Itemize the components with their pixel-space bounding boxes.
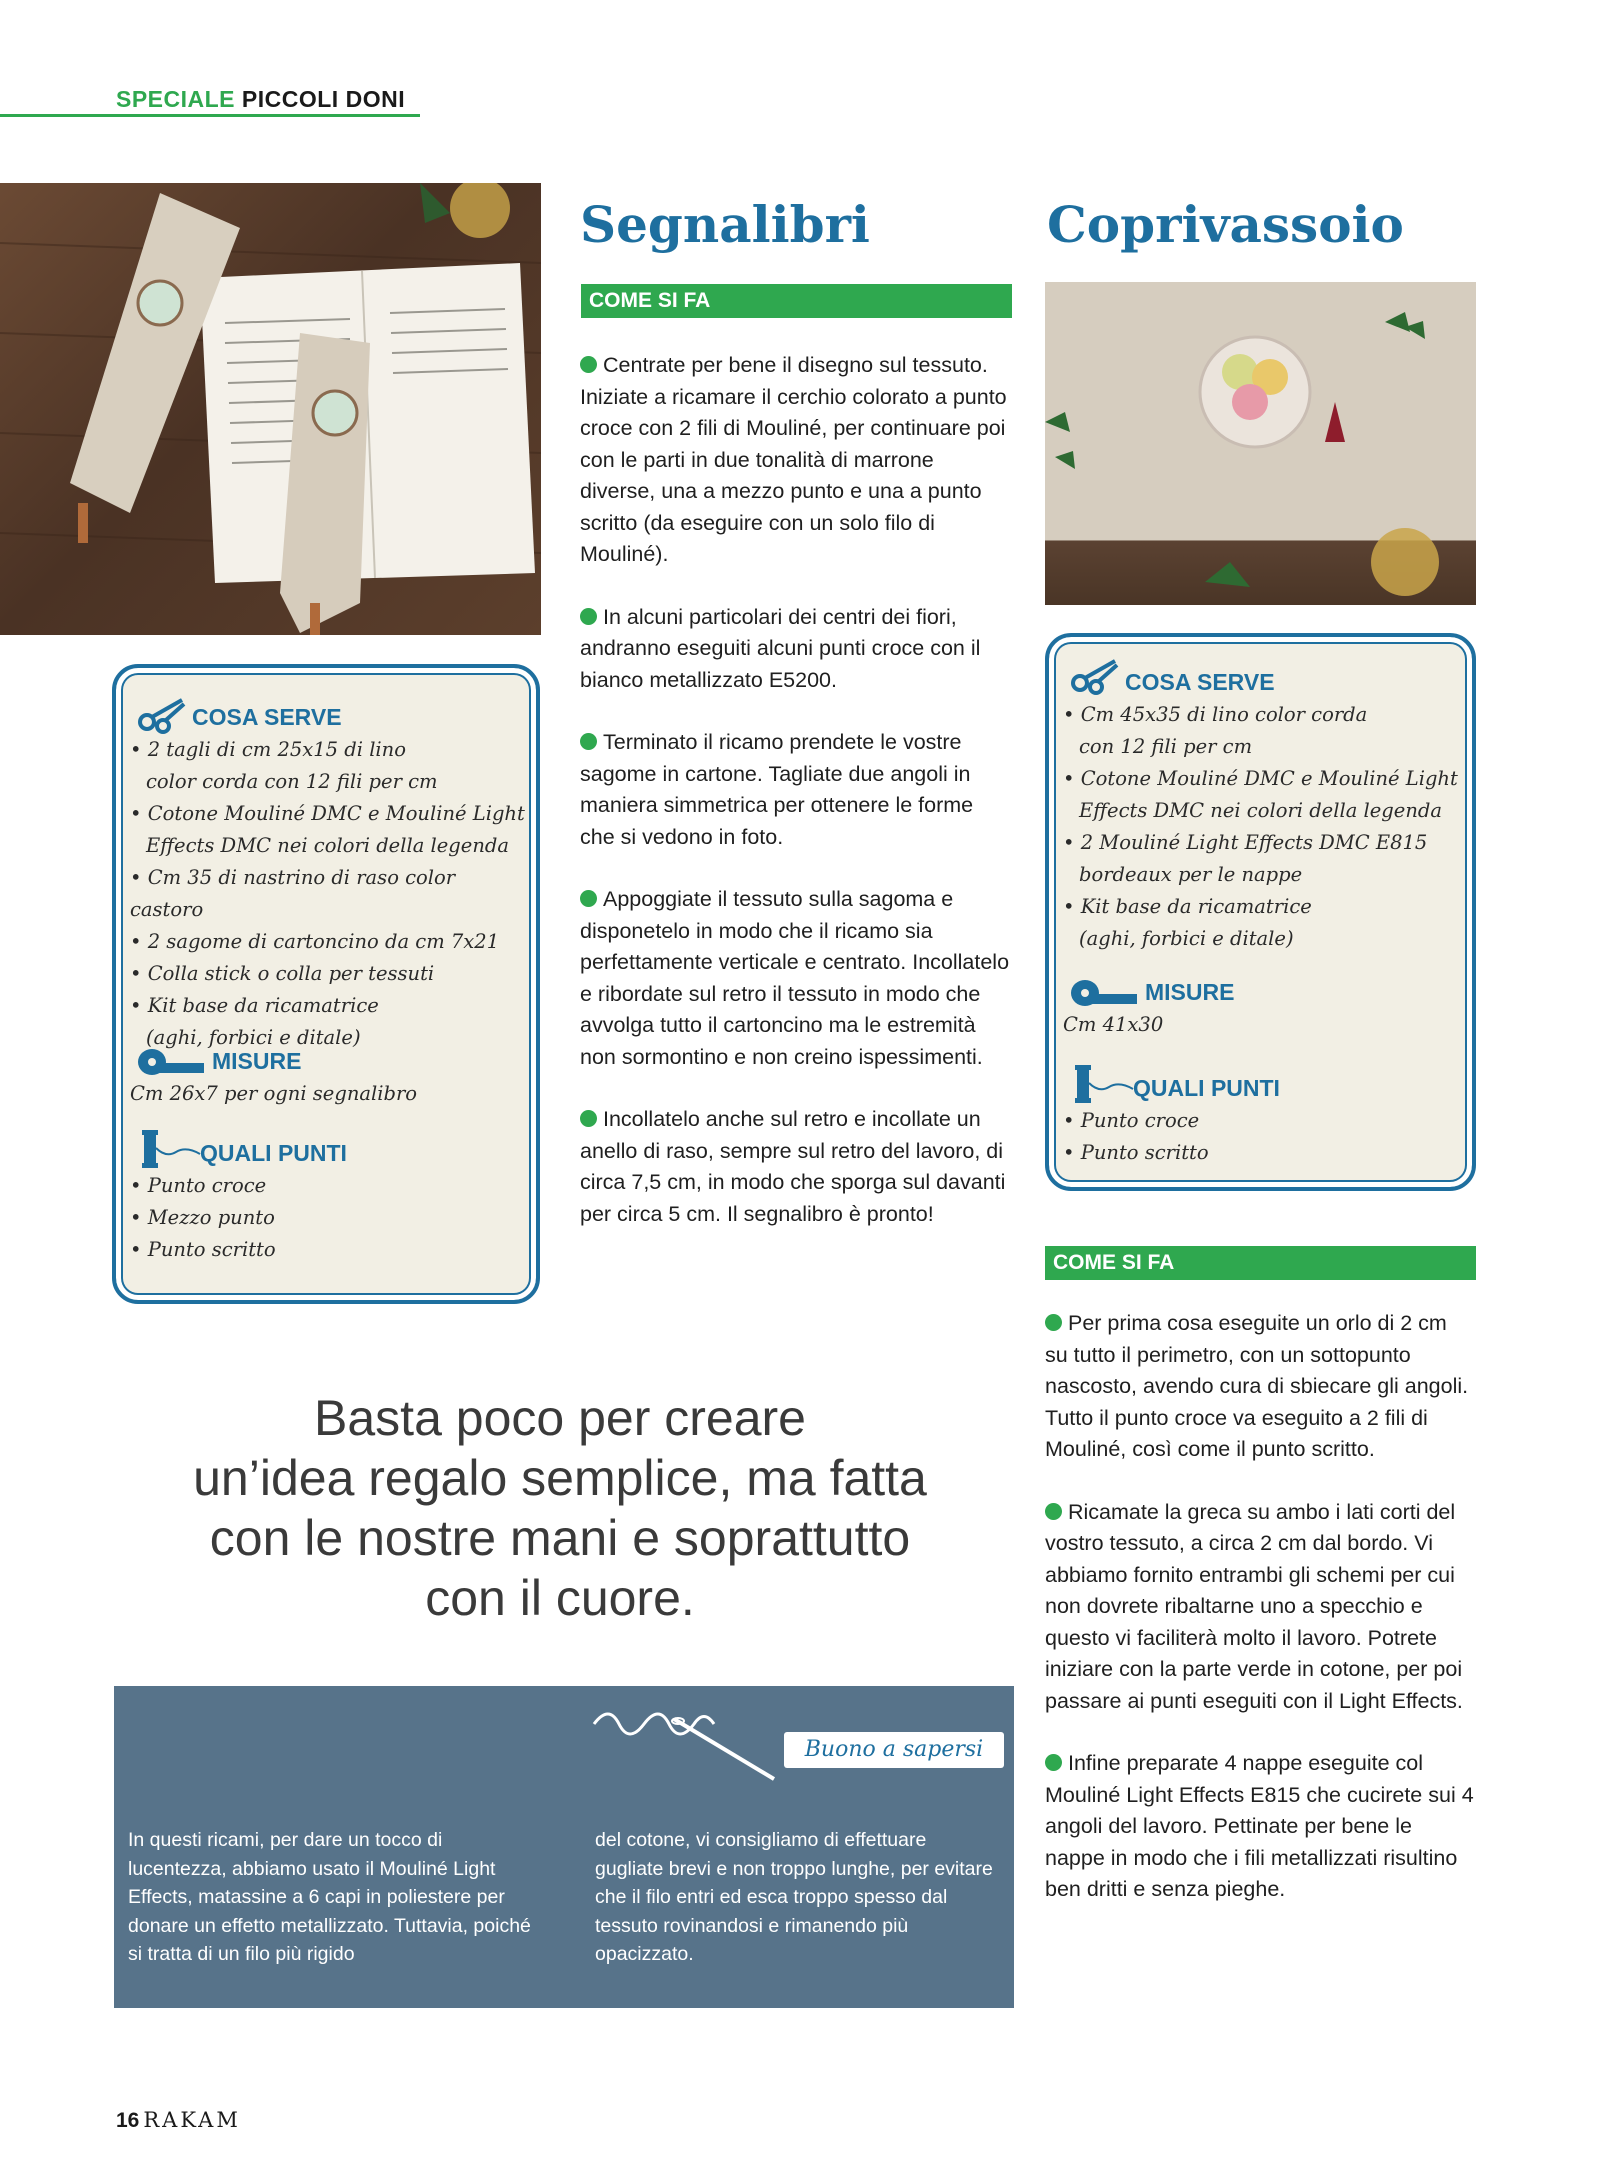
page-footer xyxy=(116,2108,241,2133)
bullet-dot-icon xyxy=(580,356,597,373)
step-paragraph: Ricamate la greca su ambo i lati corti del vostro tessuto, a circa 2 cm dal bordo. Vi abbiamo fornito entrambi gli schemi per cui non dovrete ribaltarne uno a specchio e questo vi faciliterà molto il lavoro. Potrete iniziare con la parte verde in cotone, per poi passare ai punti eseguiti con il Light Effects. xyxy=(1045,1499,1463,1713)
materials-list xyxy=(130,734,530,1054)
misure-value: Cm 26x7 per ogni segnalibro xyxy=(130,1082,418,1105)
list-item: • Cotone Mouliné DMC e Mouliné Light Effects DMC nei colori della legenda xyxy=(1063,767,1458,822)
thread-spool-icon xyxy=(138,1128,202,1172)
coprivassoio-howto-label: COME SI FA xyxy=(1045,1246,1476,1280)
section-header xyxy=(116,86,405,113)
step-paragraph: Appoggiate il tessuto sulla sagoma e disponetelo in modo che il ricamo sia perfettamente verticale e centrato. Incollatelo e ribordate sul retro il tessuto in modo che avvolga tutto il cartoncino ma le estremità non sormontino e non creino ispessimenti. xyxy=(580,887,1010,1069)
coprivassoio-title: Coprivassoio xyxy=(1047,195,1404,254)
list-item: • Punto croce xyxy=(130,1174,267,1197)
step-paragraph: Centrate per bene il disegno sul tessuto. Iniziate a ricamare il cerchio colorato a punto croce con 2 fili di Mouliné, per continuare poi con le parti in due tonalità di marrone diverse, una a mezzo punto e una a punto scritto (da eseguire con un solo filo di Mouliné). xyxy=(580,353,1007,566)
list-item: • Punto scritto xyxy=(130,1238,276,1261)
step-paragraph: Per prima cosa eseguite un orlo di 2 cm su tutto il perimetro, con un sottopunto nascosto, avendo cura di sbiecare gli angoli. Tutto il punto croce va eseguito a 2 fili di Mouliné, così come il punto scritto. xyxy=(1045,1311,1469,1461)
list-item: • Colla stick o colla per tessuti xyxy=(130,962,435,985)
coprivassoio-materials-box xyxy=(1045,633,1476,1191)
list-item: • Punto croce xyxy=(1063,1109,1200,1132)
list-item: • Punto scritto xyxy=(1063,1141,1209,1164)
tray-cover-photo xyxy=(1045,282,1476,605)
tip-box xyxy=(114,1686,1014,2008)
bullet-dot-icon xyxy=(580,733,597,750)
tip-text-col1: In questi ricami, per dare un tocco di lucentezza, abbiamo usato il Mouliné Light Effects, matassine a 6 capi in poliestere per donare un effetto metallizzato. Tuttavia, poiché si tratta di un filo più rigido xyxy=(128,1829,531,1965)
list-item: • Cotone Mouliné DMC e Mouliné Light Effects DMC nei colori della legenda xyxy=(130,802,525,857)
misure-heading: MISURE xyxy=(212,1048,302,1074)
tip-badge: Buono a sapersi xyxy=(784,1732,1004,1768)
step-paragraph: Incollatelo anche sul retro e incollate un anello di raso, sempre sul retro del lavoro, di circa 7,5 cm, in modo che sporga sul davanti per circa 5 cm. Il segnalibro è pronto! xyxy=(580,1107,1006,1226)
header-rule xyxy=(0,114,420,117)
list-item: • Cm 45x35 di lino color corda con 12 fili per cm xyxy=(1063,703,1368,758)
bullet-dot-icon xyxy=(1045,1754,1062,1771)
list-item: • Cm 35 di nastrino di raso color castoro xyxy=(130,866,456,921)
materials-list xyxy=(1063,699,1468,955)
misure-heading: MISURE xyxy=(1145,979,1235,1005)
tape-measure-icon xyxy=(136,1046,206,1078)
scissors-icon xyxy=(1071,659,1119,695)
list-item: • 2 tagli di cm 25x15 di lino color corda con 12 fili per cm xyxy=(130,738,438,793)
quali-punti-heading: QUALI PUNTI xyxy=(200,1140,347,1166)
section-title: PICCOLI DONI xyxy=(241,86,406,112)
bookmarks-photo xyxy=(0,183,541,635)
step-paragraph: Infine preparate 4 nappe eseguite col Mouliné Light Effects E815 che cucirete sui 4 angoli del lavoro. Pettinate per bene le nappe in modo che i fili metallizzati risultino ben dritti e senza pieghe. xyxy=(1045,1751,1474,1901)
magazine-brand: RAKAM xyxy=(143,2108,241,2132)
step-paragraph: Terminato il ricamo prendete le vostre sagome in cartone. Tagliate due angoli in maniera simmetrica per ottenere le forme che si vedono in foto. xyxy=(580,730,974,849)
stitches-list xyxy=(130,1170,530,1266)
pull-quote: Basta poco per creare un’idea regalo semplice, ma fatta con le nostre mani e soprattutto con il cuore. xyxy=(193,1390,927,1626)
section-kicker: SPECIALE xyxy=(116,86,236,112)
segnalibri-materials-box xyxy=(112,664,540,1304)
bullet-dot-icon xyxy=(580,608,597,625)
needle-thread-icon xyxy=(584,1694,784,1784)
list-item: • 2 Mouliné Light Effects DMC E815 bordeaux per le nappe xyxy=(1063,831,1428,886)
segnalibri-howto-label: COME SI FA xyxy=(581,284,1012,318)
bullet-dot-icon xyxy=(1045,1314,1062,1331)
step-paragraph: In alcuni particolari dei centri dei fiori, andranno eseguiti alcuni punti croce con il bianco metallizzato E5200. xyxy=(580,604,981,692)
stitches-list xyxy=(1063,1105,1463,1169)
list-item: • Kit base da ricamatrice (aghi, forbici e ditale) xyxy=(130,994,379,1049)
tip-text-col2: del cotone, vi consigliamo di effettuare gugliate brevi e non troppo lunghe, per evitare che il filo entri ed esca troppo spesso dal tessuto rovinandosi e rimanendo più opacizzato. xyxy=(595,1829,993,1965)
thread-spool-icon xyxy=(1071,1063,1135,1107)
list-item: • Kit base da ricamatrice (aghi, forbici e ditale) xyxy=(1063,895,1312,950)
cosa-serve-heading: COSA SERVE xyxy=(192,704,342,730)
bullet-dot-icon xyxy=(580,890,597,907)
segnalibri-title: Segnalibri xyxy=(580,195,870,254)
scissors-icon xyxy=(138,698,186,734)
coprivassoio-steps xyxy=(1045,1308,1475,1937)
bullet-dot-icon xyxy=(580,1110,597,1127)
quali-punti-heading: QUALI PUNTI xyxy=(1133,1075,1280,1101)
list-item: • 2 sagome di cartoncino da cm 7x21 xyxy=(130,930,500,953)
segnalibri-steps xyxy=(580,350,1012,1261)
page-number: 16 xyxy=(116,2109,140,2132)
cosa-serve-heading: COSA SERVE xyxy=(1125,669,1275,695)
misure-value: Cm 41x30 xyxy=(1063,1013,1164,1036)
bullet-dot-icon xyxy=(1045,1503,1062,1520)
tape-measure-icon xyxy=(1069,977,1139,1009)
list-item: • Mezzo punto xyxy=(130,1206,275,1229)
